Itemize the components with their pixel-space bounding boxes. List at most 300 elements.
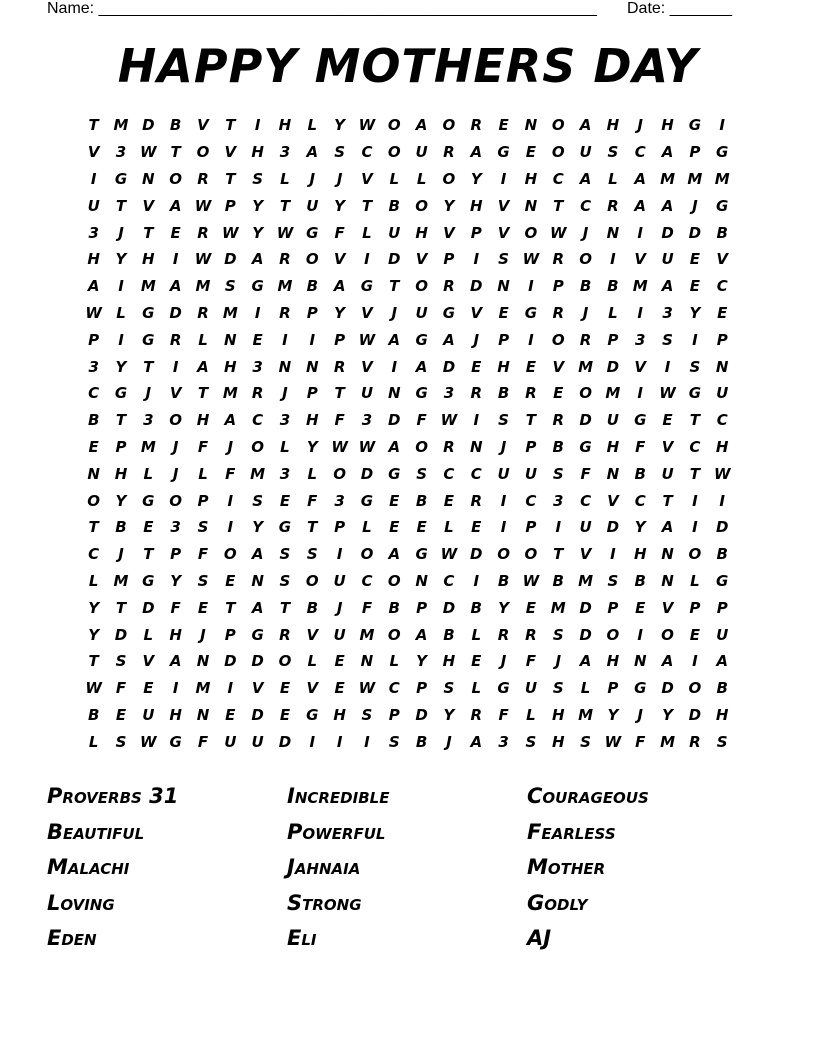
grid-letter[interactable]: O — [579, 384, 592, 403]
grid-letter[interactable]: A — [470, 143, 483, 162]
grid-letter[interactable]: W — [194, 250, 212, 269]
grid-letter[interactable]: R — [470, 384, 483, 403]
grid-letter[interactable]: P — [552, 277, 564, 296]
grid-letter[interactable]: C — [88, 545, 100, 564]
grid-letter[interactable]: G — [388, 464, 401, 483]
grid-letter[interactable]: G — [415, 330, 428, 349]
grid-letter[interactable]: U — [415, 143, 428, 162]
grid-letter[interactable]: H — [169, 705, 182, 724]
grid-letter[interactable]: P — [470, 223, 482, 242]
grid-letter[interactable]: E — [334, 679, 345, 698]
grid-letter[interactable]: P — [689, 143, 701, 162]
grid-letter[interactable]: C — [716, 411, 728, 430]
grid-letter[interactable]: I — [528, 277, 534, 296]
grid-letter[interactable]: R — [552, 411, 565, 430]
grid-letter[interactable]: 3 — [662, 303, 673, 322]
grid-letter[interactable]: M — [222, 303, 238, 322]
grid-letter[interactable]: B — [443, 625, 455, 644]
grid-letter[interactable]: Y — [634, 518, 646, 537]
grid-letter[interactable]: L — [88, 571, 99, 590]
grid-letter[interactable]: O — [688, 679, 702, 698]
grid-letter[interactable]: A — [87, 277, 100, 296]
grid-letter[interactable]: H — [114, 464, 128, 483]
grid-letter[interactable]: B — [716, 679, 728, 698]
grid-letter[interactable]: E — [525, 598, 537, 617]
grid-letter[interactable]: I — [719, 116, 725, 135]
grid-letter[interactable]: R — [443, 437, 455, 456]
grid-letter[interactable]: A — [415, 357, 428, 376]
grid-letter[interactable]: J — [473, 330, 480, 349]
grid-letter[interactable]: M — [113, 571, 129, 590]
grid-letter[interactable]: G — [716, 143, 729, 162]
grid-letter[interactable]: J — [118, 223, 124, 242]
grid-letter[interactable]: C — [525, 491, 537, 510]
grid-letter[interactable]: J — [336, 169, 343, 188]
grid-letter[interactable]: B — [169, 116, 182, 135]
grid-letter[interactable]: L — [608, 169, 618, 188]
grid-letter[interactable]: T — [115, 598, 127, 617]
grid-letter[interactable]: I — [692, 491, 698, 510]
grid-letter[interactable]: E — [443, 491, 455, 510]
grid-letter[interactable]: E — [525, 143, 537, 162]
grid-letter[interactable]: D — [579, 411, 592, 430]
grid-letter[interactable]: R — [333, 357, 346, 376]
grid-letter[interactable]: F — [225, 464, 236, 483]
grid-letter[interactable]: L — [580, 679, 591, 698]
grid-letter[interactable]: J — [282, 384, 288, 403]
grid-letter[interactable]: T — [553, 196, 564, 215]
grid-letter[interactable]: O — [688, 545, 702, 564]
grid-letter[interactable]: C — [388, 679, 400, 698]
grid-letter[interactable]: A — [388, 437, 401, 456]
grid-letter[interactable]: R — [689, 732, 701, 751]
grid-letter[interactable]: B — [87, 705, 100, 724]
grid-letter[interactable]: B — [115, 518, 127, 537]
grid-letter[interactable]: J — [336, 598, 343, 617]
grid-letter[interactable]: W — [659, 384, 676, 403]
grid-letter[interactable]: E — [498, 303, 509, 322]
grid-letter[interactable]: L — [198, 464, 208, 483]
grid-letter[interactable]: I — [118, 330, 124, 349]
grid-letter[interactable]: E — [553, 384, 564, 403]
grid-letter[interactable]: O — [387, 625, 401, 644]
grid-letter[interactable]: G — [114, 384, 128, 403]
grid-letter[interactable]: P — [498, 330, 510, 349]
grid-letter[interactable]: W — [85, 679, 102, 698]
grid-letter[interactable]: I — [610, 250, 616, 269]
grid-letter[interactable]: O — [442, 169, 456, 188]
grid-letter[interactable]: L — [389, 652, 400, 671]
grid-letter[interactable]: N — [387, 384, 401, 403]
grid-letter[interactable]: R — [169, 330, 182, 349]
grid-letter[interactable]: T — [225, 169, 236, 188]
grid-letter[interactable]: A — [661, 277, 674, 296]
grid-letter[interactable]: A — [169, 277, 182, 296]
grid-letter[interactable]: A — [579, 652, 592, 671]
grid-letter[interactable]: H — [715, 705, 729, 724]
grid-letter[interactable]: V — [470, 303, 483, 322]
grid-letter[interactable]: T — [225, 598, 236, 617]
grid-letter[interactable]: Y — [607, 705, 619, 724]
grid-letter[interactable]: G — [251, 277, 264, 296]
grid-letter[interactable]: I — [473, 571, 480, 590]
grid-letter[interactable]: N — [606, 223, 620, 242]
grid-letter[interactable]: I — [637, 223, 644, 242]
grid-letter[interactable]: 3 — [279, 143, 291, 162]
grid-letter[interactable]: P — [689, 598, 701, 617]
grid-letter[interactable]: F — [635, 732, 646, 751]
grid-letter[interactable]: I — [227, 491, 234, 510]
grid-letter[interactable]: 3 — [553, 491, 564, 510]
grid-letter[interactable]: I — [172, 679, 179, 698]
grid-letter[interactable]: P — [170, 545, 182, 564]
grid-letter[interactable]: P — [115, 437, 127, 456]
grid-letter[interactable]: F — [580, 464, 591, 483]
grid-letter[interactable]: D — [606, 518, 620, 537]
grid-letter[interactable]: F — [361, 598, 373, 617]
grid-letter[interactable]: Y — [88, 598, 100, 617]
grid-letter[interactable]: V — [333, 250, 346, 269]
grid-letter[interactable]: Y — [252, 223, 264, 242]
grid-letter[interactable]: V — [197, 116, 209, 135]
grid-letter[interactable]: M — [359, 625, 375, 644]
grid-letter[interactable]: L — [143, 625, 154, 644]
grid-letter[interactable]: A — [661, 518, 674, 537]
grid-letter[interactable]: B — [552, 571, 564, 590]
grid-letter[interactable]: T — [143, 545, 154, 564]
grid-letter[interactable]: J — [555, 652, 562, 671]
grid-letter[interactable]: U — [524, 679, 537, 698]
grid-letter[interactable]: O — [360, 545, 374, 564]
grid-letter[interactable]: H — [442, 652, 456, 671]
grid-letter[interactable]: G — [114, 169, 128, 188]
grid-letter[interactable]: S — [552, 625, 564, 644]
grid-letter[interactable]: B — [306, 598, 318, 617]
grid-letter[interactable]: J — [500, 437, 507, 456]
grid-letter[interactable]: F — [498, 705, 509, 724]
grid-letter[interactable]: A — [333, 277, 346, 296]
grid-letter[interactable]: R — [525, 625, 537, 644]
grid-letter[interactable]: M — [605, 384, 621, 403]
grid-letter[interactable]: I — [500, 518, 507, 537]
grid-letter[interactable]: S — [306, 545, 318, 564]
grid-letter[interactable]: G — [142, 330, 155, 349]
grid-letter[interactable]: I — [637, 384, 644, 403]
grid-letter[interactable]: G — [634, 411, 647, 430]
grid-letter[interactable]: O — [661, 625, 674, 644]
grid-letter[interactable]: G — [716, 571, 729, 590]
grid-letter[interactable]: J — [309, 169, 316, 188]
grid-letter[interactable]: G — [142, 491, 155, 510]
grid-letter[interactable]: A — [415, 625, 428, 644]
grid-letter[interactable]: 3 — [115, 143, 127, 162]
grid-letter[interactable]: S — [361, 705, 373, 724]
grid-letter[interactable]: E — [416, 518, 427, 537]
grid-letter[interactable]: D — [688, 223, 702, 242]
grid-letter[interactable]: O — [551, 116, 565, 135]
grid-letter[interactable]: L — [444, 518, 454, 537]
grid-letter[interactable]: E — [143, 679, 154, 698]
grid-letter[interactable]: G — [415, 384, 428, 403]
grid-letter[interactable]: N — [415, 571, 428, 590]
grid-letter[interactable]: V — [224, 143, 237, 162]
grid-letter[interactable]: O — [524, 223, 538, 242]
grid-letter[interactable]: S — [443, 679, 455, 698]
grid-letter[interactable]: Y — [334, 196, 346, 215]
grid-letter[interactable]: D — [442, 598, 456, 617]
grid-letter[interactable]: F — [525, 652, 537, 671]
grid-letter[interactable]: S — [580, 732, 591, 751]
grid-letter[interactable]: U — [251, 732, 264, 751]
grid-letter[interactable]: R — [443, 277, 455, 296]
grid-letter[interactable]: Y — [334, 303, 346, 322]
grid-letter[interactable]: M — [140, 437, 156, 456]
grid-letter[interactable]: P — [306, 384, 318, 403]
grid-letter[interactable]: P — [224, 625, 236, 644]
grid-letter[interactable]: H — [224, 357, 237, 376]
grid-letter[interactable]: 3 — [498, 732, 509, 751]
grid-letter[interactable]: W — [440, 545, 458, 564]
grid-letter[interactable]: D — [142, 598, 155, 617]
grid-letter[interactable]: S — [552, 679, 564, 698]
grid-letter[interactable]: F — [635, 437, 646, 456]
grid-letter[interactable]: H — [196, 411, 210, 430]
grid-letter[interactable]: A — [415, 116, 428, 135]
grid-letter[interactable]: F — [334, 223, 345, 242]
grid-letter[interactable]: S — [115, 732, 127, 751]
grid-letter[interactable]: R — [552, 250, 565, 269]
grid-letter[interactable]: D — [278, 732, 292, 751]
grid-letter[interactable]: W — [713, 464, 731, 483]
grid-letter[interactable]: N — [224, 330, 237, 349]
grid-letter[interactable]: W — [358, 679, 376, 698]
grid-letter[interactable]: R — [470, 491, 483, 510]
grid-letter[interactable]: 3 — [88, 223, 99, 242]
grid-letter[interactable]: C — [88, 384, 100, 403]
grid-letter[interactable]: L — [690, 571, 700, 590]
grid-letter[interactable]: R — [525, 384, 537, 403]
grid-letter[interactable]: O — [305, 250, 319, 269]
grid-letter[interactable]: U — [360, 384, 374, 403]
grid-letter[interactable]: J — [692, 196, 698, 215]
grid-letter[interactable]: D — [360, 464, 374, 483]
grid-letter[interactable]: A — [716, 652, 729, 671]
grid-letter[interactable]: R — [279, 625, 291, 644]
grid-letter[interactable]: E — [115, 705, 127, 724]
grid-letter[interactable]: E — [689, 277, 700, 296]
grid-letter[interactable]: R — [279, 250, 291, 269]
grid-letter[interactable]: E — [279, 705, 291, 724]
grid-letter[interactable]: W — [194, 196, 212, 215]
grid-letter[interactable]: J — [446, 732, 452, 751]
grid-letter[interactable]: L — [526, 705, 536, 724]
grid-letter[interactable]: N — [497, 277, 510, 296]
grid-letter[interactable]: O — [169, 411, 183, 430]
grid-letter[interactable]: R — [579, 330, 592, 349]
grid-letter[interactable]: I — [336, 732, 343, 751]
grid-letter[interactable]: S — [607, 571, 619, 590]
grid-letter[interactable]: N — [606, 464, 620, 483]
grid-letter[interactable]: W — [604, 732, 622, 751]
grid-letter[interactable]: S — [552, 464, 564, 483]
grid-letter[interactable]: I — [364, 732, 370, 751]
grid-letter[interactable]: L — [307, 464, 318, 483]
grid-letter[interactable]: I — [172, 250, 179, 269]
grid-letter[interactable]: R — [470, 116, 483, 135]
grid-letter[interactable]: U — [579, 518, 592, 537]
grid-letter[interactable]: T — [689, 464, 700, 483]
grid-letter[interactable]: I — [719, 491, 725, 510]
grid-letter[interactable]: M — [550, 598, 566, 617]
grid-letter[interactable]: G — [278, 518, 292, 537]
grid-letter[interactable]: O — [305, 571, 319, 590]
grid-letter[interactable]: O — [169, 169, 183, 188]
grid-letter[interactable]: L — [416, 169, 427, 188]
grid-letter[interactable]: L — [471, 625, 482, 644]
grid-letter[interactable]: S — [716, 732, 728, 751]
grid-letter[interactable]: I — [172, 357, 179, 376]
grid-letter[interactable]: N — [524, 196, 538, 215]
grid-letter[interactable]: A — [388, 545, 401, 564]
grid-letter[interactable]: O — [442, 116, 456, 135]
grid-letter[interactable]: N — [251, 571, 264, 590]
grid-letter[interactable]: O — [278, 652, 292, 671]
grid-letter[interactable]: J — [582, 303, 589, 322]
grid-letter[interactable]: G — [579, 437, 592, 456]
grid-letter[interactable]: E — [635, 598, 646, 617]
grid-letter[interactable]: C — [689, 437, 701, 456]
grid-letter[interactable]: M — [277, 277, 293, 296]
grid-letter[interactable]: O — [196, 143, 210, 162]
grid-letter[interactable]: P — [88, 330, 100, 349]
grid-letter[interactable]: T — [88, 116, 99, 135]
grid-letter[interactable]: W — [140, 732, 157, 751]
grid-letter[interactable]: D — [388, 411, 401, 430]
grid-letter[interactable]: I — [692, 518, 698, 537]
grid-letter[interactable]: A — [661, 143, 674, 162]
grid-letter[interactable]: G — [688, 384, 702, 403]
grid-letter[interactable]: U — [716, 625, 729, 644]
grid-letter[interactable]: H — [87, 250, 100, 269]
grid-letter[interactable]: G — [497, 143, 510, 162]
grid-letter[interactable]: B — [415, 491, 428, 510]
grid-letter[interactable]: J — [172, 437, 179, 456]
grid-letter[interactable]: L — [389, 169, 400, 188]
grid-letter[interactable]: R — [443, 143, 455, 162]
grid-letter[interactable]: E — [334, 652, 345, 671]
grid-letter[interactable]: B — [552, 437, 564, 456]
grid-letter[interactable]: P — [716, 330, 728, 349]
grid-letter[interactable]: P — [197, 491, 209, 510]
grid-letter[interactable]: B — [388, 598, 400, 617]
grid-letter[interactable]: N — [87, 464, 100, 483]
grid-letter[interactable]: S — [416, 464, 427, 483]
grid-letter[interactable]: N — [633, 652, 647, 671]
grid-letter[interactable]: A — [634, 169, 647, 188]
grid-letter[interactable]: D — [606, 357, 620, 376]
grid-letter[interactable]: J — [500, 652, 507, 671]
grid-letter[interactable]: W — [522, 571, 540, 590]
grid-letter[interactable]: O — [169, 491, 183, 510]
grid-letter[interactable]: W — [522, 250, 540, 269]
grid-letter[interactable]: I — [309, 732, 316, 751]
grid-letter[interactable]: U — [333, 571, 346, 590]
grid-letter[interactable]: U — [524, 464, 537, 483]
grid-letter[interactable]: M — [195, 679, 211, 698]
grid-letter[interactable]: E — [252, 330, 263, 349]
grid-letter[interactable]: D — [415, 705, 428, 724]
grid-letter[interactable]: F — [115, 679, 127, 698]
grid-letter[interactable]: I — [254, 116, 261, 135]
grid-letter[interactable]: O — [497, 545, 510, 564]
grid-letter[interactable]: V — [634, 250, 647, 269]
grid-letter[interactable]: G — [142, 571, 155, 590]
grid-letter[interactable]: O — [333, 464, 346, 483]
grid-letter[interactable]: P — [416, 679, 428, 698]
grid-letter[interactable]: R — [470, 705, 483, 724]
grid-letter[interactable]: T — [389, 277, 400, 296]
grid-letter[interactable]: I — [309, 330, 316, 349]
grid-letter[interactable]: P — [607, 679, 619, 698]
grid-letter[interactable]: N — [196, 652, 210, 671]
grid-letter[interactable]: H — [551, 705, 565, 724]
grid-letter[interactable]: L — [608, 303, 618, 322]
grid-letter[interactable]: M — [195, 277, 211, 296]
grid-letter[interactable]: M — [660, 732, 676, 751]
grid-letter[interactable]: B — [415, 732, 428, 751]
grid-letter[interactable]: R — [197, 169, 209, 188]
grid-letter[interactable]: B — [497, 384, 510, 403]
grid-letter[interactable]: E — [525, 357, 537, 376]
grid-letter[interactable]: R — [251, 384, 264, 403]
grid-letter[interactable]: V — [142, 652, 155, 671]
grid-letter[interactable]: U — [716, 384, 729, 403]
grid-letter[interactable]: T — [197, 384, 209, 403]
grid-letter[interactable]: M — [660, 169, 676, 188]
grid-letter[interactable]: C — [470, 464, 482, 483]
grid-letter[interactable]: H — [333, 705, 346, 724]
grid-letter[interactable]: E — [717, 303, 728, 322]
grid-letter[interactable]: V — [251, 679, 264, 698]
grid-letter[interactable]: D — [715, 518, 729, 537]
grid-letter[interactable]: O — [223, 545, 237, 564]
grid-letter[interactable]: N — [196, 705, 210, 724]
grid-letter[interactable]: D — [169, 303, 182, 322]
grid-letter[interactable]: M — [632, 277, 648, 296]
grid-letter[interactable]: A — [661, 196, 674, 215]
grid-letter[interactable]: S — [252, 169, 264, 188]
grid-letter[interactable]: V — [661, 598, 674, 617]
grid-letter[interactable]: G — [415, 545, 428, 564]
grid-letter[interactable]: W — [85, 303, 102, 322]
grid-letter[interactable]: W — [222, 223, 239, 242]
grid-letter[interactable]: R — [197, 223, 209, 242]
grid-letter[interactable]: O — [387, 571, 401, 590]
grid-letter[interactable]: N — [469, 437, 483, 456]
grid-letter[interactable]: H — [306, 411, 319, 430]
grid-letter[interactable]: 3 — [361, 411, 373, 430]
grid-letter[interactable]: Y — [689, 303, 701, 322]
grid-letter[interactable]: P — [334, 518, 346, 537]
grid-letter[interactable]: O — [87, 491, 101, 510]
grid-letter[interactable]: T — [307, 518, 318, 537]
grid-letter[interactable]: N — [142, 169, 155, 188]
grid-letter[interactable]: V — [361, 303, 373, 322]
grid-letter[interactable]: J — [637, 705, 644, 724]
grid-letter[interactable]: C — [552, 169, 564, 188]
grid-letter[interactable]: G — [497, 679, 510, 698]
grid-letter[interactable]: T — [225, 116, 236, 135]
